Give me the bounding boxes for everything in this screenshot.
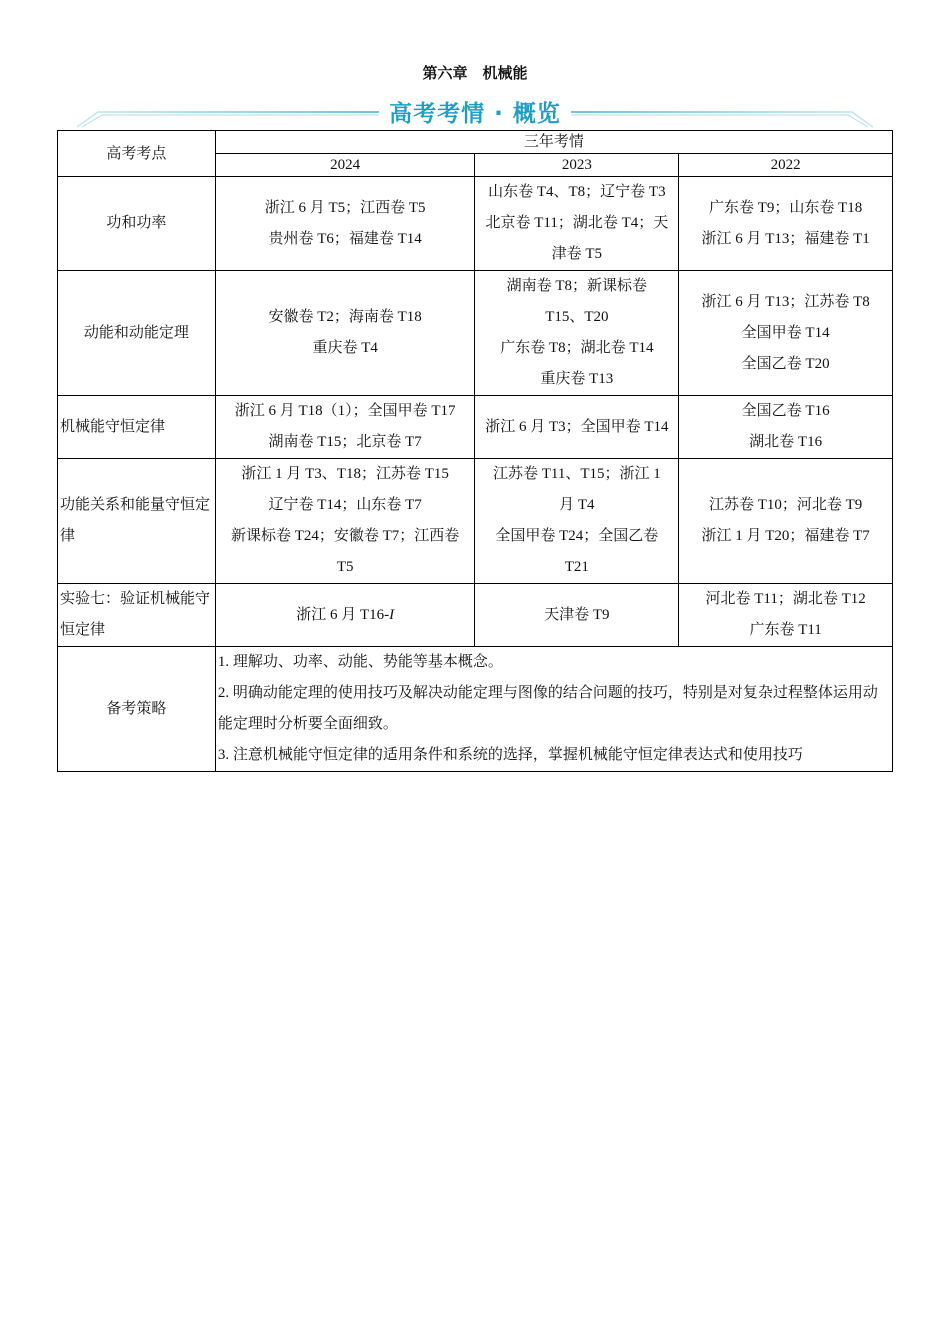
cell-line: 安徽卷 T2；海南卷 T18 xyxy=(268,309,422,325)
cell-2022 xyxy=(679,396,893,459)
cell-line: T21 xyxy=(564,559,589,575)
topic-cell: 机械能守恒定律 xyxy=(58,396,216,459)
cell-line: 湖南卷 T15；北京卷 T7 xyxy=(268,434,422,450)
cell-line: T15、T20 xyxy=(545,309,609,325)
cell-line: 辽宁卷 T14；山东卷 T7 xyxy=(268,497,422,513)
table-row xyxy=(58,584,893,647)
year-header-2024: 2024 xyxy=(215,154,475,177)
cell-line: 新课标卷 T24；安徽卷 T7；江西卷 xyxy=(230,528,460,544)
cell-line: 浙江 6 月 T18（1）；全国甲卷 T17 xyxy=(234,403,456,419)
header-row xyxy=(58,131,893,154)
cell-line: 贵州卷 T6；福建卷 T14 xyxy=(268,230,422,247)
exam-overview-table xyxy=(57,130,893,772)
cell-line: 江苏卷 T10；河北卷 T9 xyxy=(708,497,863,513)
cell-line: 重庆卷 T4 xyxy=(312,340,378,356)
banner-title: 高考考情 · 概览 xyxy=(379,101,571,127)
topic-header: 高考考点 xyxy=(58,131,216,177)
cell-line: 天津卷 T9 xyxy=(544,606,610,623)
strategy-item: 1. 理解功、功率、动能、势能等基本概念。 xyxy=(217,654,503,670)
cell-2024 xyxy=(215,177,475,271)
cell-line: 重庆卷 T13 xyxy=(540,371,614,387)
table-row xyxy=(58,459,893,584)
cell-2024 xyxy=(215,459,475,584)
year-header-2022: 2022 xyxy=(679,154,893,177)
chapter-title: 第六章 机械能 xyxy=(422,65,528,82)
cell-line: 浙江 1 月 T20；福建卷 T7 xyxy=(701,528,870,544)
cell-line: 广东卷 T8；湖北卷 T14 xyxy=(500,340,654,356)
three-year-header: 三年考情 xyxy=(215,131,892,154)
cell-line: 浙江 6 月 T16- xyxy=(296,606,390,623)
strategy-row xyxy=(58,647,893,772)
cell-2024 xyxy=(215,271,475,396)
cell-2022 xyxy=(679,271,893,396)
cell-2023 xyxy=(475,177,679,271)
cell-2022 xyxy=(679,584,893,647)
cell-line: 湖北卷 T16 xyxy=(749,434,823,450)
topic-cell: 实验七：验证机械能守恒定律 xyxy=(58,584,216,647)
cell-line: 津卷 T5 xyxy=(551,246,603,262)
cell-2023 xyxy=(475,459,679,584)
cell-line: 河北卷 T11；湖北卷 T12 xyxy=(705,591,866,607)
cell-line: 浙江 6 月 T13；江苏卷 T8 xyxy=(701,293,870,310)
cell-2023 xyxy=(475,396,679,459)
cell-2023 xyxy=(475,271,679,396)
strategy-item: 3. 注意机械能守恒定律的适用条件和系统的选择，掌握机械能守恒定律表达式和使用技巧 xyxy=(217,747,803,763)
cell-line: 全国乙卷 T20 xyxy=(741,355,830,372)
cell-2022 xyxy=(679,177,893,271)
cell-line: 江苏卷 T11、T15；浙江 1 xyxy=(492,466,661,482)
table-row xyxy=(58,271,893,396)
cell-line: 全国甲卷 T24；全国乙卷 xyxy=(495,528,659,544)
cell-italic-suffix: I xyxy=(389,606,395,623)
topic-cell: 功能关系和能量守恒定律 xyxy=(58,459,216,584)
cell-line: T5 xyxy=(336,559,354,575)
topic-cell: 功和功率 xyxy=(58,177,216,271)
cell-line: 浙江 6 月 T13；福建卷 T1 xyxy=(701,230,870,247)
cell-line: 浙江 1 月 T3、T18；江苏卷 T15 xyxy=(241,466,449,482)
cell-2024 xyxy=(215,396,475,459)
cell-line: 全国甲卷 T14 xyxy=(741,324,830,341)
cell-line: 浙江 6 月 T5；江西卷 T5 xyxy=(264,199,426,216)
strategy-header: 备考策略 xyxy=(58,647,216,772)
cell-line: 月 T4 xyxy=(559,497,595,513)
cell-line: 浙江 6 月 T3；全国甲卷 T14 xyxy=(485,418,669,435)
cell-line: 北京卷 T11；湖北卷 T4；天 xyxy=(485,215,669,231)
cell-line: 湖南卷 T8；新课标卷 xyxy=(506,278,648,294)
cell-2023 xyxy=(475,584,679,647)
cell-line: 全国乙卷 T16 xyxy=(741,403,830,419)
section-banner xyxy=(76,94,874,130)
cell-line: 广东卷 T9；山东卷 T18 xyxy=(708,199,863,216)
cell-line: 广东卷 T11 xyxy=(749,622,822,638)
strategy-item: 2. 明确动能定理的使用技巧及解决动能定理与图像的结合问题的技巧，特别是对复杂过程整体运用动能定理时分析要全面细致。 xyxy=(217,685,878,732)
year-header-2023: 2023 xyxy=(475,154,679,177)
cell-2024 xyxy=(215,584,475,647)
strategy-cell xyxy=(215,647,892,772)
cell-line: 山东卷 T4、T8；辽宁卷 T3 xyxy=(488,184,666,200)
table-row xyxy=(58,177,893,271)
cell-2022 xyxy=(679,459,893,584)
table-row xyxy=(58,396,893,459)
topic-cell: 动能和动能定理 xyxy=(58,271,216,396)
